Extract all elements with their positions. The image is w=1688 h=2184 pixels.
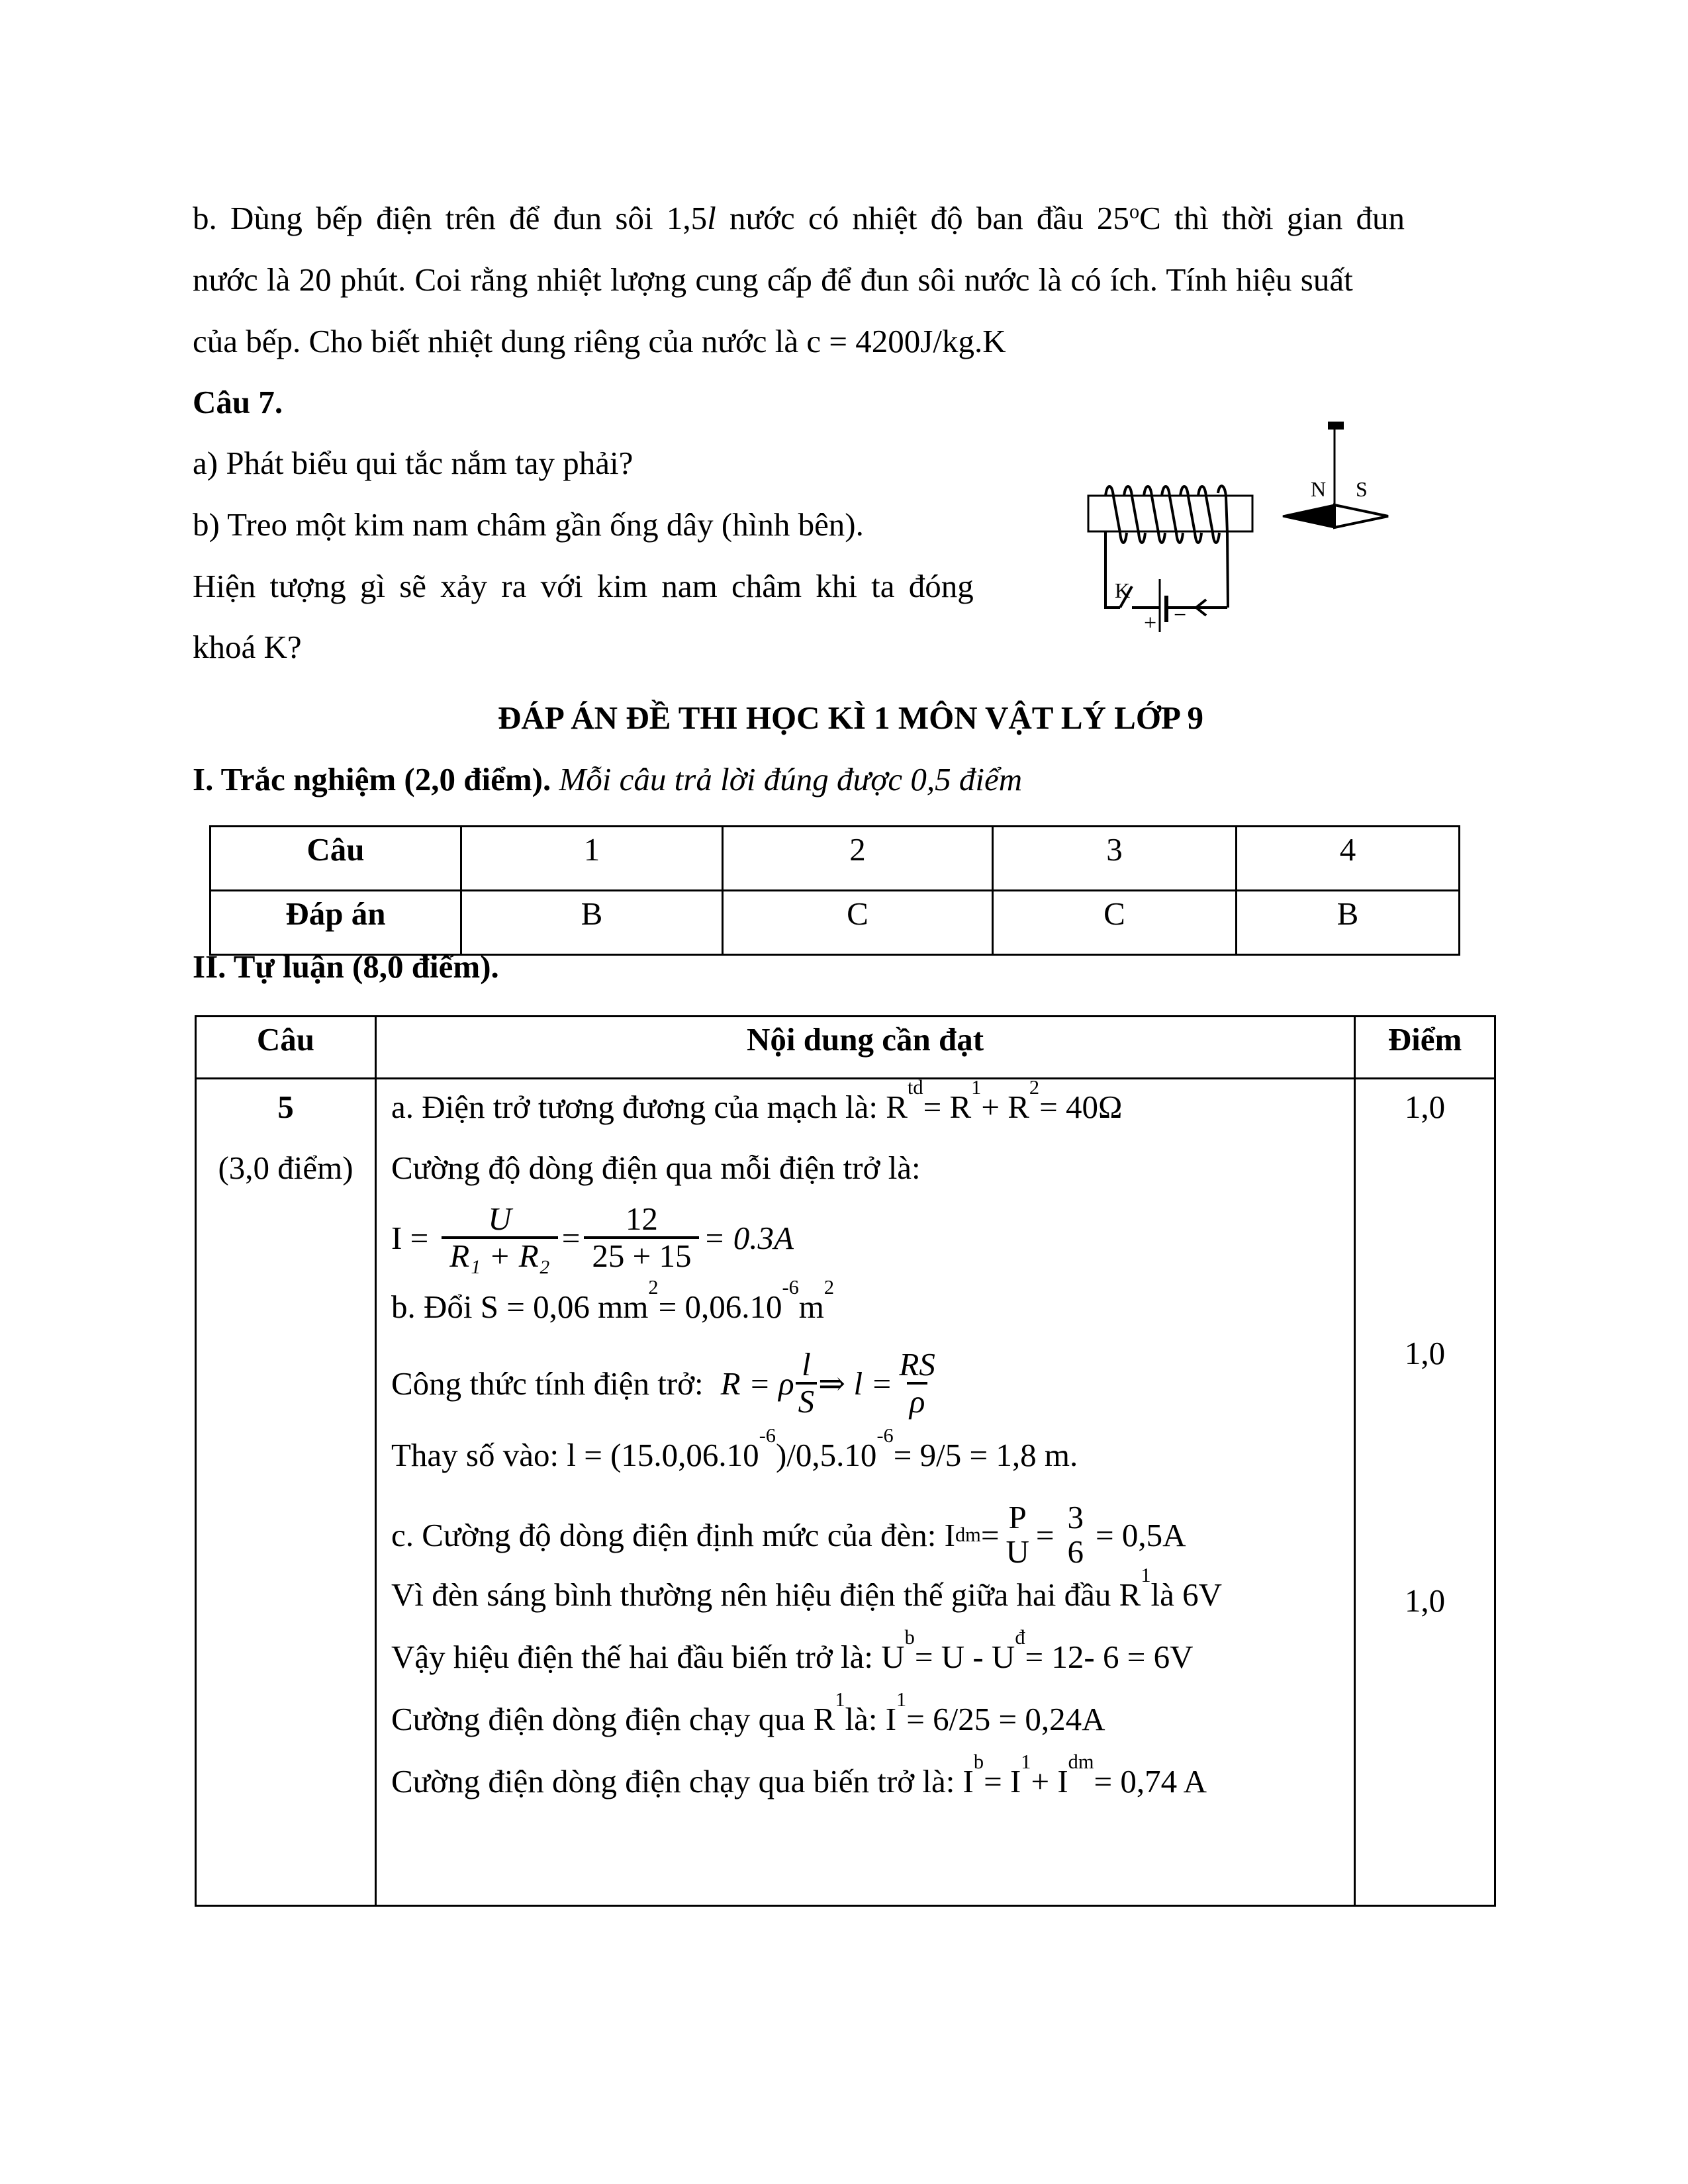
problem-7-title: Câu 7. bbox=[193, 384, 283, 420]
answer-cell: B bbox=[461, 891, 723, 955]
content-line-substitute: Thay số vào: l = (15.0,06.10 -6 )/0,5.10 -6 = 9/5 = 1,8 m. bbox=[391, 1424, 1078, 1473]
essay-answer-table bbox=[195, 1015, 1496, 1907]
problem-7-question-line-2: khoá K? bbox=[193, 629, 302, 665]
coil-winding-icon bbox=[1104, 486, 1227, 543]
header-content: Nội dung cần đạt bbox=[376, 1017, 1355, 1079]
row-header-question: Câu bbox=[211, 827, 461, 891]
content-line-a: a. Điện trở tương đương của mạch là: R td = R 1 + R 2 = 40Ω bbox=[391, 1076, 1123, 1125]
header-score: Điểm bbox=[1355, 1017, 1495, 1079]
current-formula: I = $\frac{U}{\text{R₁ + R₂}}$ = $\frac{12}{25 + 15}$ = 0.3A bbox=[391, 1201, 794, 1274]
battery-plus-label: + bbox=[1144, 611, 1157, 635]
problem-6b-line-2: nước là 20 phút. Coi rằng nhiệt lượng cung cấp để đun sôi nước là có ích. Tính hiệu suất bbox=[193, 261, 1353, 298]
table-row-answers bbox=[211, 891, 1460, 955]
section-1-title: I. Trắc nghiệm (2,0 điểm). bbox=[193, 761, 551, 797]
score-part-c: 1,0 bbox=[1404, 1582, 1446, 1619]
answer-cell: B bbox=[1237, 891, 1460, 955]
fraction: $\frac{l}{S}$ bbox=[796, 1347, 818, 1419]
compass-needle-icon bbox=[1283, 422, 1388, 527]
problem-7-part-b: b) Treo một kim nam châm gần ống dây (hình bên). bbox=[193, 506, 864, 543]
header-question: Câu bbox=[196, 1017, 376, 1079]
content-line-normal-operation: Vì đèn sáng bình thường nên hiệu điện thế giữa hai đầu R 1 là 6V bbox=[391, 1564, 1222, 1613]
south-pole-label: S bbox=[1356, 477, 1368, 501]
question-number-cell: 4 bbox=[1237, 827, 1460, 891]
content-cell bbox=[376, 1076, 1355, 1906]
solenoid-circuit-diagram bbox=[1059, 397, 1523, 635]
content-line-rheostat-voltage: Vậy hiệu điện thế hai đầu biến trở là: U b = U - U đ = 12- 6 = 6V bbox=[391, 1626, 1194, 1675]
switch-label: K bbox=[1115, 578, 1131, 602]
fraction: P U bbox=[1006, 1499, 1029, 1570]
answer-cell: C bbox=[723, 891, 993, 955]
table-header-row bbox=[196, 1017, 1495, 1079]
fraction: 3 6 bbox=[1067, 1499, 1084, 1570]
content-line-current-r1: Cường điện dòng điện chạy qua R 1 là: I 1 = 6/25 = 0,24A bbox=[391, 1688, 1105, 1737]
row-header-answer: Đáp án bbox=[211, 891, 461, 955]
score-cell bbox=[1355, 1079, 1495, 1906]
answer-key-title: ĐÁP ÁN ĐỀ THI HỌC KÌ 1 MÔN VẬT LÝ LỚP 9 bbox=[498, 700, 1203, 736]
question-number-cell: 2 bbox=[723, 827, 993, 891]
section-1-heading bbox=[193, 760, 1022, 799]
solenoid-circuit-figure bbox=[1059, 397, 1523, 635]
problem-6b-line-3: của bếp. Cho biết nhiệt dung riêng của nước là c = 4200J/kg.K bbox=[193, 323, 1006, 359]
content-line-current-intro: Cường độ dòng điện qua mỗi điện trở là: bbox=[391, 1150, 921, 1186]
question-points: (3,0 điểm) bbox=[218, 1150, 353, 1186]
problem-7-part-a: a) Phát biểu qui tắc nắm tay phải? bbox=[193, 445, 633, 481]
question-number-cell: 3 bbox=[993, 827, 1237, 891]
score-part-b: 1,0 bbox=[1404, 1335, 1446, 1371]
section-2-heading: II. Tự luận (8,0 điểm). bbox=[193, 948, 499, 985]
answer-cell: C bbox=[993, 891, 1237, 955]
table-row-question-5 bbox=[196, 1079, 1495, 1906]
fraction: $\frac{12}{25 + 15}$ bbox=[584, 1202, 699, 1273]
table-row-questions bbox=[211, 827, 1460, 891]
content-line-b-convert: b. Đổi S = 0,06 mm 2 = 0,06.10 -6 m 2 bbox=[391, 1276, 835, 1325]
battery-minus-label: − bbox=[1174, 603, 1187, 627]
content-line-current-rheostat: Cường điện dòng điện chạy qua biến trở là: I b = I 1 + I dm = 0,74 A bbox=[391, 1751, 1207, 1799]
question-cell bbox=[196, 1079, 376, 1906]
score-part-a: 1,0 bbox=[1404, 1089, 1446, 1125]
multiple-choice-answer-table bbox=[209, 825, 1460, 956]
question-number: 5 bbox=[277, 1089, 294, 1125]
north-pole-label: N bbox=[1311, 477, 1327, 501]
problem-6b-line-1-text: b. Dùng bếp điện trên để đun sôi 1,5l nước có nhiệt độ ban đầu 25$^o$C thì thời gian đun bbox=[193, 200, 1405, 236]
problem-6b-line-1 bbox=[193, 199, 1493, 238]
problem-7-question-line-1: Hiện tượng gì sẽ xảy ra với kim nam châm khi ta đóng bbox=[193, 568, 974, 604]
section-1-note: Mỗi câu trả lời đúng được 0,5 điểm bbox=[551, 761, 1023, 797]
fraction: $\frac{U}{\text{R₁ + R₂}}$ bbox=[442, 1202, 558, 1273]
question-number-cell: 1 bbox=[461, 827, 723, 891]
content-line-c: c. Cường độ dòng điện định mức của đèn: I dm = P U = 3 6 = 0,5A bbox=[391, 1499, 1186, 1570]
resistance-formula: Công thức tính điện trở: R = ρ $\frac{l}{S}$ ⇒ l = $\frac{RS}{\rho}$ bbox=[391, 1340, 1353, 1426]
fraction: $\frac{RS}{\rho}$ bbox=[899, 1346, 935, 1420]
